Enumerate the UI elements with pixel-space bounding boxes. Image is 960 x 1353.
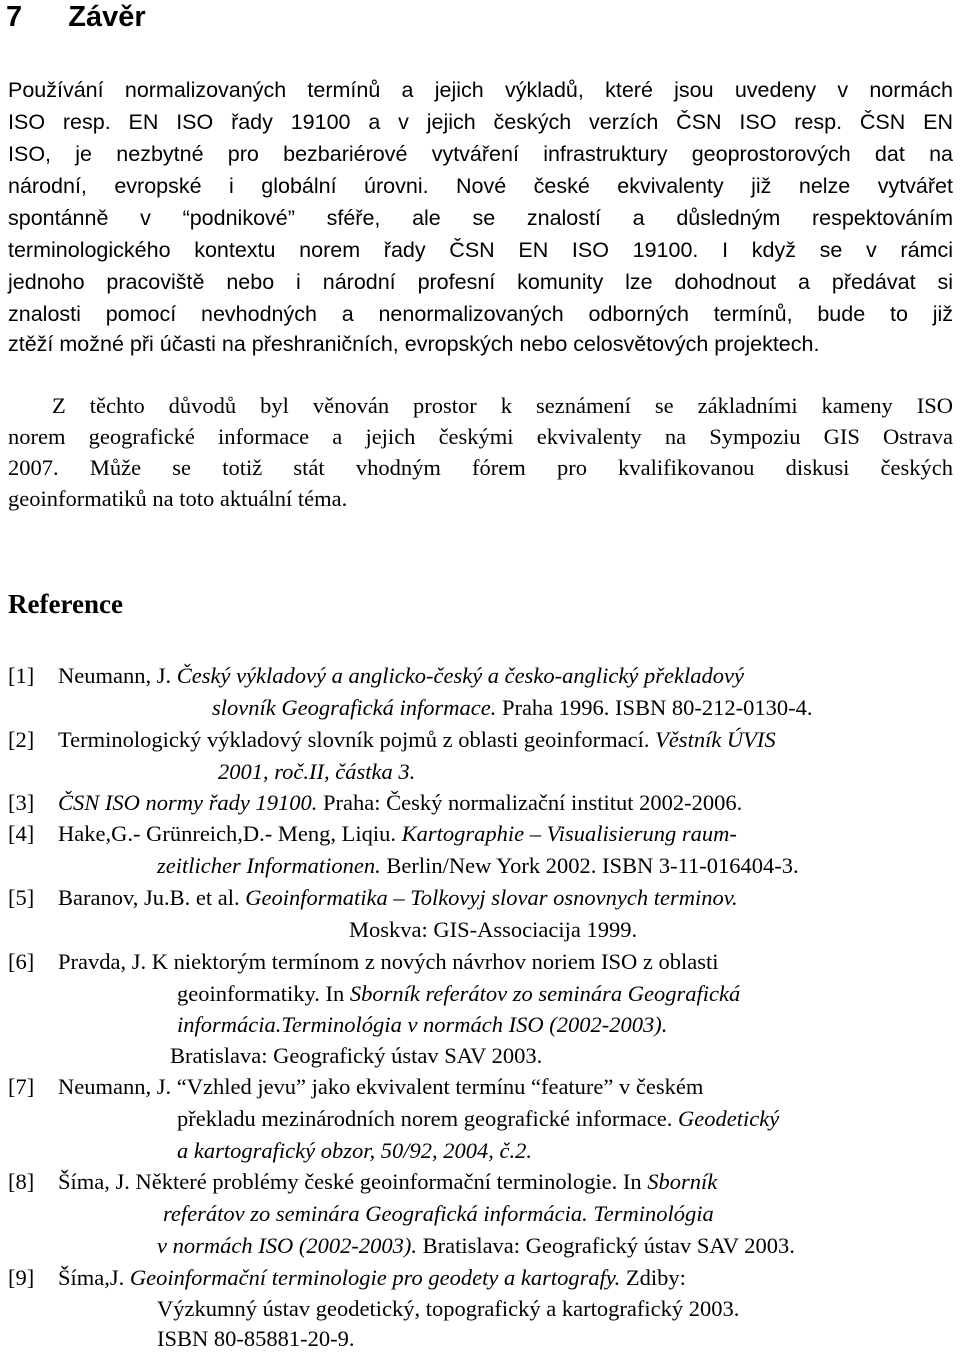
text-line: 2007. Může se totiž stát vhodným fórem pro kvalifikovanou diskusi českých [8, 455, 953, 480]
text-line: znalosti pomocí nevhodných a nenormalizovaných odborných termínů, bude to již [8, 302, 953, 326]
reference-number: [5] [8, 885, 35, 910]
reference-number: [1] [8, 663, 35, 688]
section-title: Závěr [68, 1, 146, 33]
references-title: Reference [8, 589, 123, 619]
section-heading [6, 0, 146, 34]
reference-number: [7] [8, 1074, 35, 1099]
reference-number: [3] [8, 790, 35, 815]
text-line: Z těchto důvodů byl věnován prostor k seznámení se základními kameny ISO [52, 393, 953, 418]
text-line: Používání normalizovaných termínů a jejich výkladů, které jsou uvedeny v normách [8, 78, 953, 102]
text-line: ISO resp. EN ISO řady 19100 a v jejich českých verzích ČSN ISO resp. ČSN EN [8, 110, 953, 134]
text-line: norem geografické informace a jejich českými ekvivalenty na Sympoziu GIS Ostrava [8, 424, 953, 449]
text-line: geoinformatiků na toto aktuální téma. [8, 486, 348, 511]
reference-number: [6] [8, 949, 35, 974]
text-line: terminologického kontextu norem řady ČSN EN ISO 19100. I když se v rámci [8, 238, 953, 262]
text-line: ISO, je nezbytné pro bezbariérové vytváření infrastruktury geoprostorových dat na [8, 142, 953, 166]
text-line: spontánně v “podnikové” sféře, ale se znalostí a důsledným respektováním [8, 206, 953, 230]
text-line: jednoho pracoviště nebo i národní profesní komunity lze dohodnout a předávat si [8, 270, 953, 294]
text-line: ztěží možné při účasti na přeshraničních, evropských nebo celosvětových projektech. [8, 332, 820, 356]
reference-number: [9] [8, 1265, 35, 1290]
text-line: národní, evropské i globální úrovni. Nové české ekvivalenty již nelze vytvářet [8, 174, 953, 198]
reference-number: [4] [8, 821, 35, 846]
reference-number: [2] [8, 727, 35, 752]
reference-number: [8] [8, 1169, 35, 1194]
section-number: 7 [6, 1, 23, 33]
